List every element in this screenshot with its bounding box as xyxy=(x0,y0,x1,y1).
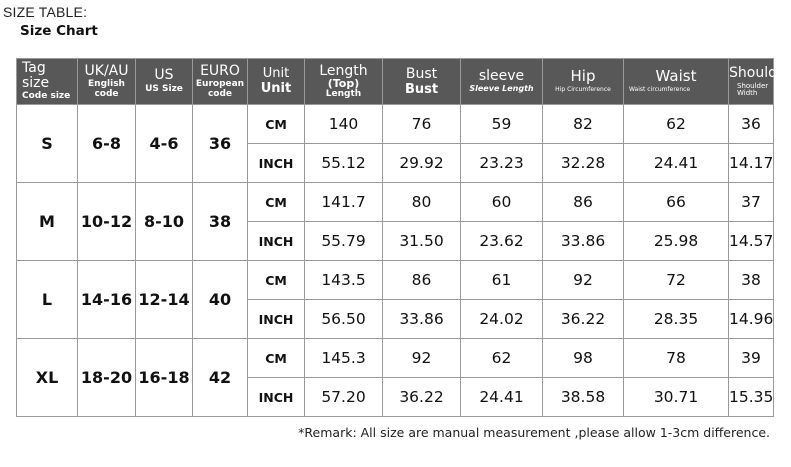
unit-cell: CM xyxy=(248,261,305,300)
table-row-m-cm xyxy=(17,183,774,222)
length-cell: 141.7 xyxy=(305,183,383,222)
hip-cell: 32.28 xyxy=(543,144,624,183)
unit-cell: INCH xyxy=(248,222,305,261)
header-shoulder: Shoulder Shoulder Width xyxy=(729,59,774,105)
hip-cell: 92 xyxy=(543,261,624,300)
length-cell: 56.50 xyxy=(305,300,383,339)
euro-cell: 40 xyxy=(193,261,248,339)
waist-cell: 25.98 xyxy=(624,222,729,261)
uk-au-cell: 6-8 xyxy=(78,105,136,183)
length-cell: 143.5 xyxy=(305,261,383,300)
hip-cell: 33.86 xyxy=(543,222,624,261)
size-table-title: SIZE TABLE: xyxy=(3,4,88,20)
waist-cell: 72 xyxy=(624,261,729,300)
bust-cell: 76 xyxy=(383,105,461,144)
size-chart-table xyxy=(16,58,791,417)
hip-cell: 82 xyxy=(543,105,624,144)
length-cell: 55.79 xyxy=(305,222,383,261)
sleeve-cell: 60 xyxy=(461,183,543,222)
table-row-l-cm xyxy=(17,261,774,300)
shoulder-cell: 37 xyxy=(729,183,774,222)
header-us: US US Size xyxy=(136,59,193,105)
shoulder-cell: 14.17 xyxy=(729,144,774,183)
header-sleeve: sleeve Sleeve Length xyxy=(461,59,543,105)
bust-cell: 36.22 xyxy=(383,378,461,417)
waist-cell: 78 xyxy=(624,339,729,378)
us-cell: 4-6 xyxy=(136,105,193,183)
bust-cell: 92 xyxy=(383,339,461,378)
sleeve-cell: 61 xyxy=(461,261,543,300)
shoulder-cell: 15.35 xyxy=(729,378,774,417)
unit-cell: CM xyxy=(248,339,305,378)
bust-cell: 31.50 xyxy=(383,222,461,261)
size-chart-subtitle: Size Chart xyxy=(20,23,98,39)
table-header-row xyxy=(17,59,774,105)
tag-size-cell: XL xyxy=(17,339,78,417)
shoulder-cell: 36 xyxy=(729,105,774,144)
header-uk-au: UK/AU English code xyxy=(78,59,136,105)
euro-cell: 36 xyxy=(193,105,248,183)
waist-cell: 24.41 xyxy=(624,144,729,183)
header-unit: Unit Unit xyxy=(248,59,305,105)
waist-cell: 62 xyxy=(624,105,729,144)
header-hip: Hip Hip Circumference xyxy=(543,59,624,105)
shoulder-cell: 38 xyxy=(729,261,774,300)
tag-size-cell: L xyxy=(17,261,78,339)
uk-au-cell: 10-12 xyxy=(78,183,136,261)
euro-cell: 38 xyxy=(193,183,248,261)
bust-cell: 86 xyxy=(383,261,461,300)
header-tag-size: Tag size Code size xyxy=(17,59,78,105)
length-cell: 57.20 xyxy=(305,378,383,417)
unit-cell: CM xyxy=(248,183,305,222)
unit-cell: INCH xyxy=(248,300,305,339)
header-length: Length (Top) Length xyxy=(305,59,383,105)
length-cell: 55.12 xyxy=(305,144,383,183)
length-cell: 145.3 xyxy=(305,339,383,378)
unit-cell: INCH xyxy=(248,144,305,183)
us-cell: 8-10 xyxy=(136,183,193,261)
us-cell: 16-18 xyxy=(136,339,193,417)
hip-cell: 38.58 xyxy=(543,378,624,417)
header-euro: EURO European code xyxy=(193,59,248,105)
waist-cell: 30.71 xyxy=(624,378,729,417)
bust-cell: 29.92 xyxy=(383,144,461,183)
header-waist: Waist Waist circumference xyxy=(624,59,729,105)
sleeve-cell: 24.41 xyxy=(461,378,543,417)
us-cell: 12-14 xyxy=(136,261,193,339)
sleeve-cell: 24.02 xyxy=(461,300,543,339)
remark-note: *Remark: All size are manual measurement ,please allow 1-3cm difference. xyxy=(298,425,770,440)
table-row-s-cm xyxy=(17,105,774,144)
hip-cell: 86 xyxy=(543,183,624,222)
bust-cell: 80 xyxy=(383,183,461,222)
waist-cell: 28.35 xyxy=(624,300,729,339)
table-row-xl-cm xyxy=(17,339,774,378)
uk-au-cell: 18-20 xyxy=(78,339,136,417)
sleeve-cell: 23.23 xyxy=(461,144,543,183)
shoulder-cell: 39 xyxy=(729,339,774,378)
shoulder-cell: 14.96 xyxy=(729,300,774,339)
waist-cell: 66 xyxy=(624,183,729,222)
sleeve-cell: 62 xyxy=(461,339,543,378)
tag-size-cell: M xyxy=(17,183,78,261)
sleeve-cell: 59 xyxy=(461,105,543,144)
euro-cell: 42 xyxy=(193,339,248,417)
shoulder-cell: 14.57 xyxy=(729,222,774,261)
hip-cell: 36.22 xyxy=(543,300,624,339)
uk-au-cell: 14-16 xyxy=(78,261,136,339)
unit-cell: INCH xyxy=(248,378,305,417)
header-bust: Bust Bust xyxy=(383,59,461,105)
unit-cell: CM xyxy=(248,105,305,144)
bust-cell: 33.86 xyxy=(383,300,461,339)
sleeve-cell: 23.62 xyxy=(461,222,543,261)
tag-size-cell: S xyxy=(17,105,78,183)
length-cell: 140 xyxy=(305,105,383,144)
hip-cell: 98 xyxy=(543,339,624,378)
